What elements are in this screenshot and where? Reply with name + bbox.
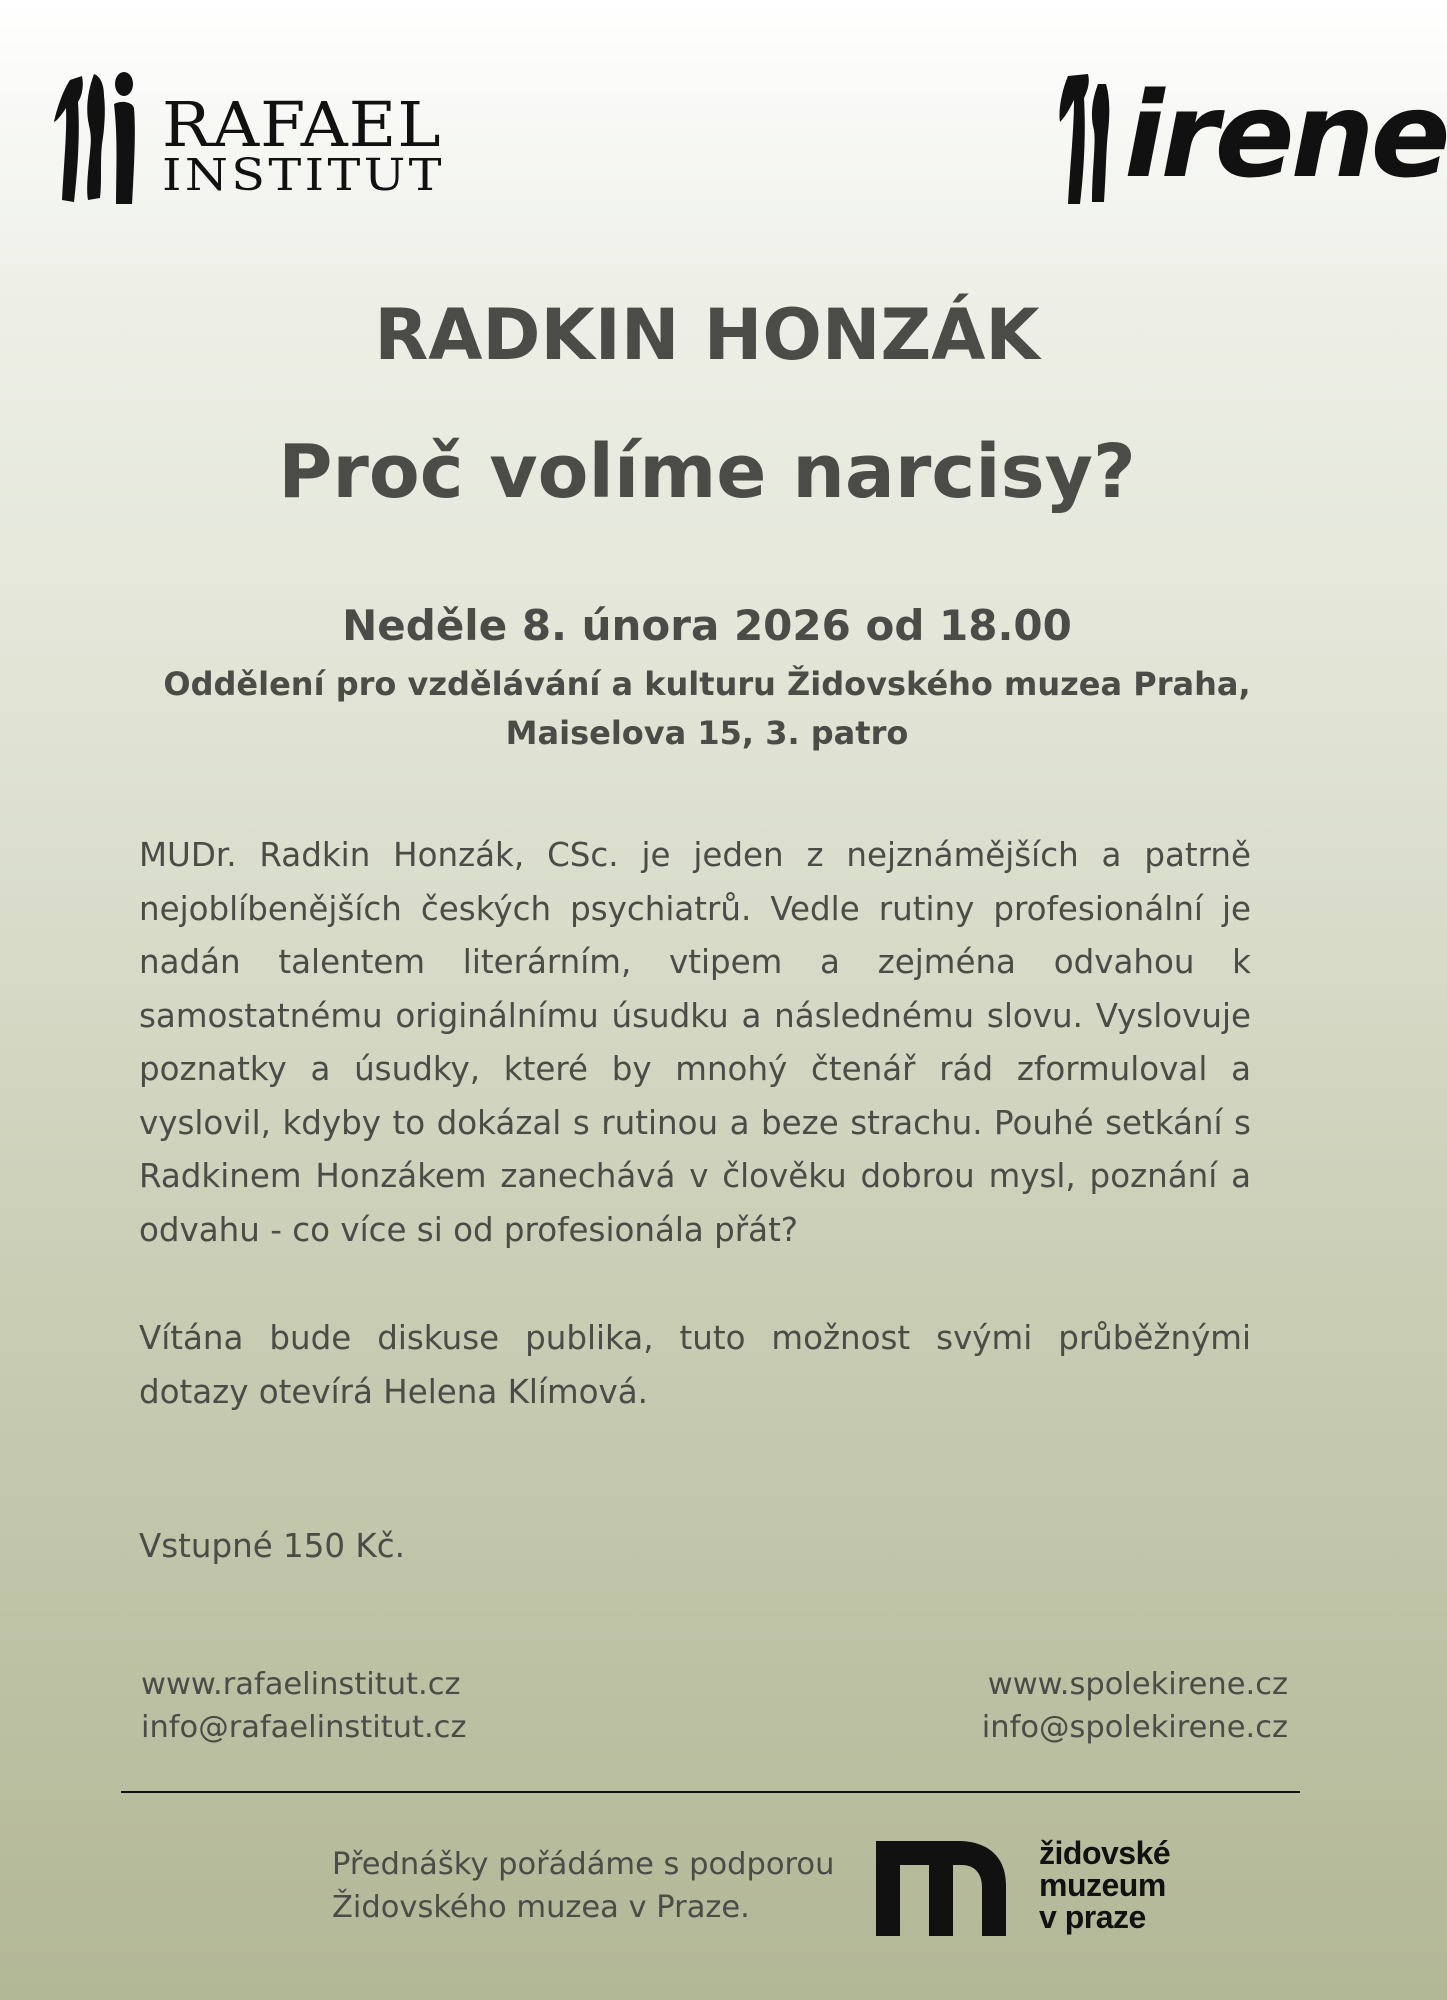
support-note — [332, 1843, 834, 1929]
event-venue — [0, 660, 1414, 758]
support-line-2: Židovského muzea v Praze. — [332, 1890, 750, 1925]
rafael-email-link[interactable]: info@rafaelinstitut.cz — [141, 1710, 467, 1745]
museum-m-icon — [876, 1841, 1006, 1936]
entry-fee: Vstupné 150 Kč. — [139, 1527, 405, 1565]
jm-line-2: muzeum — [1039, 1867, 1166, 1903]
jewish-museum-wordmark — [1039, 1837, 1170, 1933]
footer-divider — [121, 1791, 1300, 1793]
irene-contacts — [982, 1663, 1288, 1749]
lecture-title: Proč volíme narcisy? — [278, 429, 1136, 515]
irene-email-link[interactable]: info@spolekirene.cz — [981, 1710, 1288, 1745]
rafael-logo-line2: INSTITUT — [162, 150, 445, 201]
event-date: Neděle 8. února 2026 od 18.00 — [342, 601, 1072, 650]
rafael-logo-line1: RAFAEL — [162, 88, 442, 161]
jm-line-3: v praze — [1039, 1899, 1146, 1935]
rafael-contacts — [141, 1663, 466, 1749]
venue-line-2: Maiselova 15, 3. patro — [505, 714, 909, 752]
irene-website-link[interactable]: www.spolekirene.cz — [987, 1667, 1288, 1702]
support-line-1: Přednášky pořádáme s podporou — [332, 1847, 835, 1882]
discussion-note: Vítána bude diskuse publika, tuto možnost svými průběžnými dotazy otevírá Helena Klímová. — [139, 1319, 1251, 1411]
rafael-website-link[interactable]: www.rafaelinstitut.cz — [141, 1667, 461, 1702]
speaker-description: MUDr. Radkin Honzák, CSc. je jeden z nejznámějších a patrně nejoblíbenějších českých psychiatrů. Vedle rutiny profesionální je nadán talentem literárním, vtipem a zejména odvahou k samostatnému originálnímu úsudku a následnému slovu. Vyslovuje poznatky a úsudky, které by mnohý čtenář rád zformuloval a vyslovil, kdyby to dokázal s rutinou a beze strachu. Pouhé setkání s Radkinem Honzákem zanechává v člověku dobrou mysl, poznání a odvahu - co více si od profesionála přát? — [139, 836, 1251, 1249]
rafael-figures-icon — [52, 72, 142, 207]
venue-line-1: Oddělení pro vzdělávání a kulturu Židovského muzea Praha, — [163, 665, 1251, 703]
jewish-museum-logo — [876, 1837, 1206, 1937]
speaker-name: RADKIN HONZÁK — [374, 294, 1040, 376]
irene-logo — [1058, 66, 1447, 210]
irene-logo-wordmark: irene — [1124, 66, 1447, 204]
rafael-institut-logo — [52, 72, 462, 207]
jm-line-1: židovské — [1039, 1835, 1171, 1871]
